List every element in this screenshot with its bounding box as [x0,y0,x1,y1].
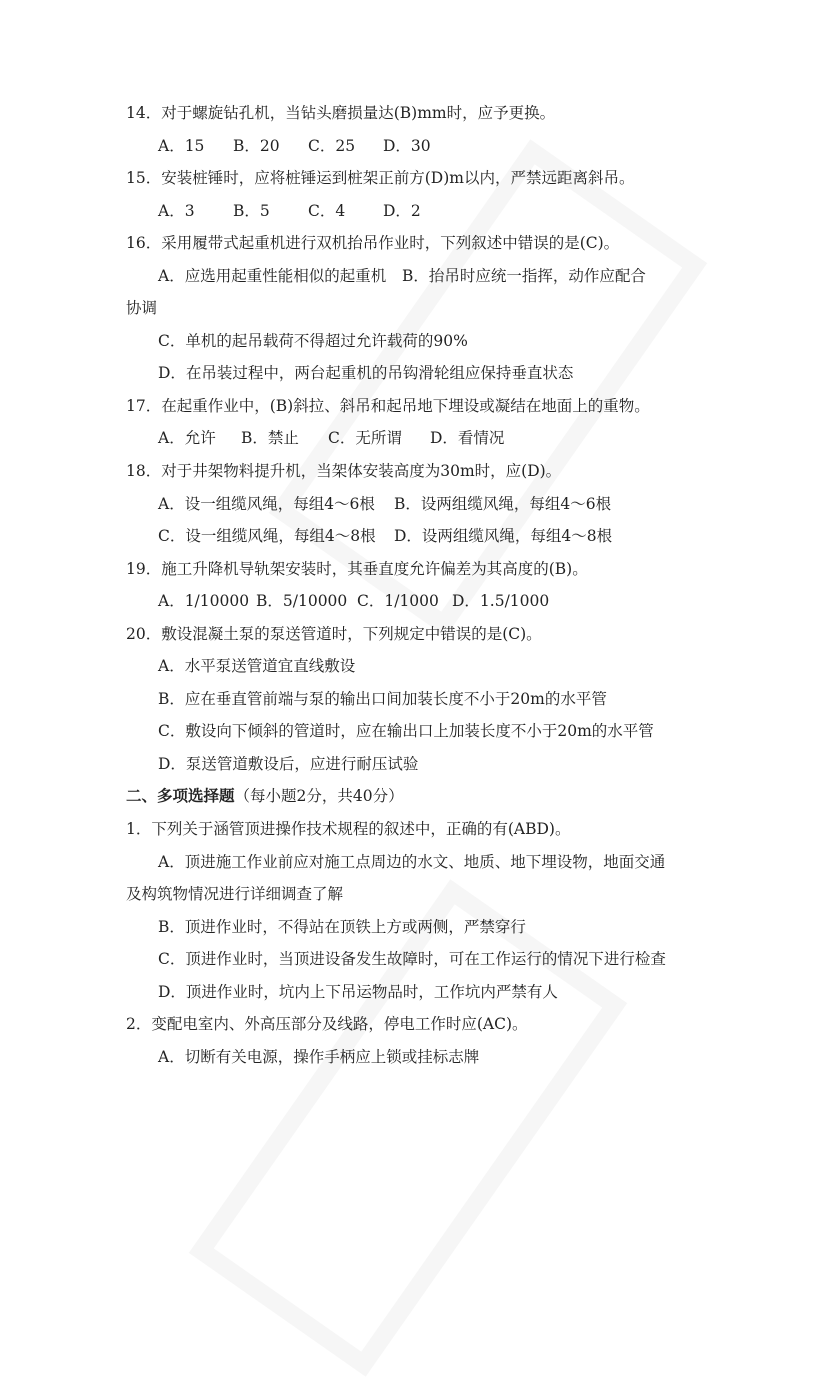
question-17-options [0,422,830,455]
question-15: 15．安装桩锤时，应将桩锤运到桩架正前方(D)m以内，严禁远距离斜吊。 [126,169,635,188]
option-b: B．禁止 [241,429,299,448]
section-note: （每小题2分，共40分） [234,787,404,806]
question-16: 16．采用履带式起重机进行双机抬吊作业时，下列叙述中错误的是(C)。 [126,234,620,253]
option-c: C．设一组缆风绳，每组4～8根 [158,527,376,546]
option-d: D．看情况 [430,429,505,448]
option-a: A．允许 [158,429,216,448]
question-18-options-ab [0,488,830,521]
section-heading [0,780,830,813]
question-18: 18．对于井架物料提升机，当架体安装高度为30m时，应(D)。 [126,462,562,481]
option-d: D．2 [383,201,421,220]
option-c: C．4 [308,201,346,220]
question-18-options-cd [0,520,830,553]
question-14-options [0,130,830,163]
option-d: D．设两组缆风绳，每组4～8根 [394,527,613,546]
option-c: C．1/1000 [357,592,439,611]
option-b: B．5/10000 [256,592,348,611]
option-b-continuation: 协调 [126,299,158,318]
multi-question-2: 2．变配电室内、外高压部分及线路，停电工作时应(AC)。 [126,1015,528,1034]
option-c: C．25 [308,136,356,155]
option-b: B．20 [233,136,280,155]
option-b: B．5 [233,201,270,220]
option-d: D．泵送管道敷设后，应进行耐压试验 [158,754,419,773]
multi-question-1: 1．下列关于涵管顶进操作技术规程的叙述中，正确的有(ABD)。 [126,820,571,839]
option-d: D．在吊装过程中，两台起重机的吊钩滑轮组应保持垂直状态 [158,364,574,383]
question-19: 19．施工升降机导轨架安装时，其垂直度允许偏差为其高度的(B)。 [126,559,588,578]
option-c: C．无所谓 [328,429,402,448]
option-a: A．切断有关电源，操作手柄应上锁或挂标志牌 [158,1047,480,1066]
option-c: C．顶进作业时，当顶进设备发生故障时，可在工作运行的情况下进行检查 [158,950,666,969]
option-b: B．设两组缆风绳，每组4～6根 [394,494,612,513]
option-b: B．抬吊时应统一指挥，动作应配合 [402,266,646,285]
question-17: 17．在起重作业中，(B)斜拉、斜吊和起吊地下埋设或凝结在地面上的重物。 [126,396,650,415]
option-a-continuation: 及构筑物情况进行详细调查了解 [126,885,344,904]
option-d: D．1.5/1000 [452,592,550,611]
document-page [0,97,830,1073]
option-c: C．敷设向下倾斜的管道时，应在输出口上加装长度不小于20m的水平管 [158,722,654,741]
option-d: D．30 [383,136,431,155]
option-a: A．水平泵送管道宜直线敷设 [158,657,356,676]
option-b: B．应在垂直管前端与泵的输出口间加装长度不小于20m的水平管 [158,689,607,708]
section-title: 二、多项选择题 [126,786,235,806]
option-a: A．顶进施工作业前应对施工点周边的水文、地质、地下埋设物，地面交通 [158,852,666,871]
question-14: 14．对于螺旋钻孔机，当钻头磨损量达(B)mm时，应予更换。 [126,104,556,122]
option-d: D．顶进作业时，坑内上下吊运物品时，工作坑内严禁有人 [158,982,558,1001]
question-19-options [0,585,830,618]
option-a: A．设一组缆风绳，每组4～6根 [158,494,375,513]
option-c: C．单机的起吊载荷不得超过允许载荷的90% [158,331,468,350]
question-20: 20．敷设混凝土泵的泵送管道时，下列规定中错误的是(C)。 [126,624,542,643]
option-a: A．3 [158,201,195,220]
option-a: A．应选用起重性能相似的起重机 [158,266,387,285]
question-15-options [0,195,830,228]
option-b: B．顶进作业时，不得站在顶铁上方或两侧，严禁穿行 [158,917,526,936]
question-16-options-ab [0,260,830,293]
option-a: A．15 [158,136,205,155]
option-a: A．1/10000 [158,592,250,611]
